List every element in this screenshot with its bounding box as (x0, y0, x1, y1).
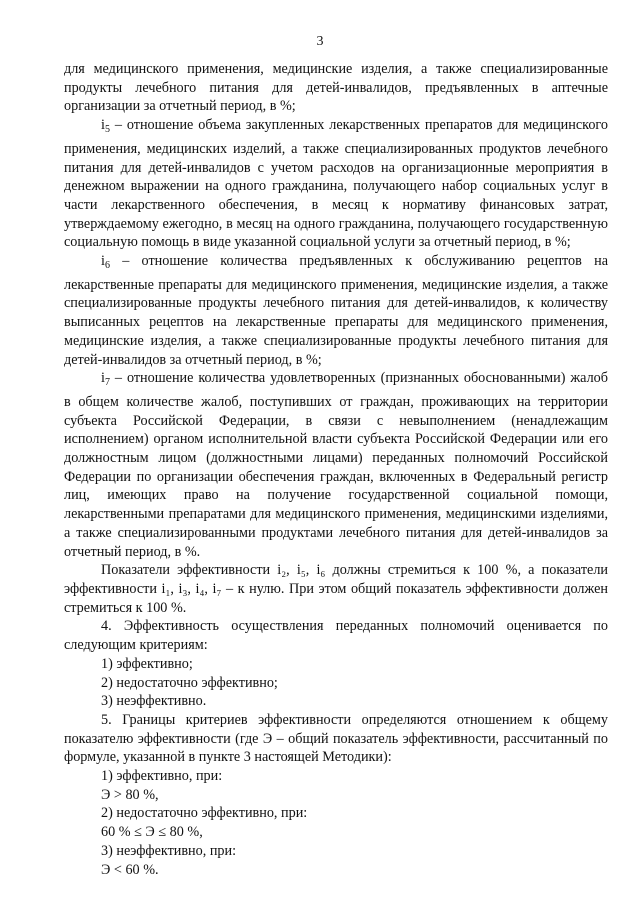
criterion-2: 2) недостаточно эффективно; (101, 674, 278, 691)
paragraph-item-5: 5. Границы критериев эффективности определяются отношением к общему показателю эффективности (где Э – общий показатель эффективности, рассчитанный по формуле, указанной в пункте 3 настоящей Методики): (64, 711, 608, 766)
indicator-symbol: i (101, 253, 105, 270)
document-body (64, 60, 608, 879)
paragraph-continuation: для медицинского применения, медицинские изделия, а также специализированные продукты лечебного питания для детей-инвалидов, предъявленных в аптечные организации за отчетный период, в %; (64, 61, 608, 115)
indicator-subscript: 7 (104, 377, 110, 389)
paragraph-i7 (64, 369, 608, 561)
indicator-definition: – отношение количества предъявленных к обслуживанию рецептов на лекарственные препараты для медицинского применения, медицинские изделия, а также специализированные продукты лечебного питания для детей-инвалидов, к количеству выписанных рецептов на лекарственные препараты для медицинского применения, медицинские изделия, а также специализированные продукты лечебного питания для детей-инвалидов за отчетный период, в %; (64, 253, 608, 368)
paragraph-i5 (64, 116, 608, 252)
boundary-1-formula: Э > 80 %, (101, 786, 159, 803)
boundary-2-label: 2) недостаточно эффективно, при: (101, 805, 308, 822)
paragraph-indicator-targets: Показатели эффективности i₂, i₅, i₆ должны стремиться к 100 %, а показатели эффективности i₁, i₃, i₄, i₇ – к нулю. При этом общий показатель эффективности должен стремиться к 100 %. (64, 562, 608, 616)
page-number: 3 (316, 34, 324, 49)
boundary-2-formula: 60 % ≤ Э ≤ 80 %, (101, 824, 203, 841)
indicator-symbol: i (101, 117, 105, 134)
paragraph-i6 (64, 252, 608, 369)
indicator-definition: – отношение объема закупленных лекарственных препаратов для медицинского применения, медицинских изделий, а также специализированных продуктов лечебного питания для детей-инвалидов с учетом расходов на организационные мероприятия в денежном выражении на одного гражданина, получающего набор социальных услуг в части лекарственного обеспечения, в месяц к нормативу финансовых затрат, утверждаемому ежегодно, в месяц на одного гражданина, получающего государственную социальную помощь в виде указанной социальной услуги за отчетный период, в %; (64, 117, 608, 251)
indicator-symbol: i (101, 370, 105, 387)
boundary-1-label: 1) эффективно, при: (101, 768, 223, 785)
criterion-1: 1) эффективно; (101, 655, 193, 672)
paragraph-item-4: 4. Эффективность осуществления переданных полномочий оценивается по следующим критериям: (64, 618, 608, 654)
indicator-subscript: 6 (104, 260, 110, 272)
boundary-3-label: 3) неэффективно, при: (101, 842, 237, 859)
criterion-3: 3) неэффективно. (101, 693, 207, 710)
boundary-3-formula: Э < 60 %. (101, 861, 159, 878)
indicator-definition: – отношение количества удовлетворенных (признанных обоснованными) жалоб в общем количестве жалоб, поступивших от граждан, проживающих на территории субъекта Российской Федерации, в связи с невыполнением (ненадлежащим исполнением) органом исполнительной власти субъекта Российской Федерации или его должностным лицом (должностными лицами) переданных полномочий Российской Федерации по организации обеспечения граждан, включенных в Федеральный регистр лиц, имеющих право на получение государственной социальной помощи, лекарственными препаратами для медицинского применения, медицинскими изделиями, а также специализированными продуктами лечебного питания для детей-инвалидов за отчетный период, в %. (64, 370, 608, 560)
indicator-subscript: 5 (104, 124, 110, 136)
